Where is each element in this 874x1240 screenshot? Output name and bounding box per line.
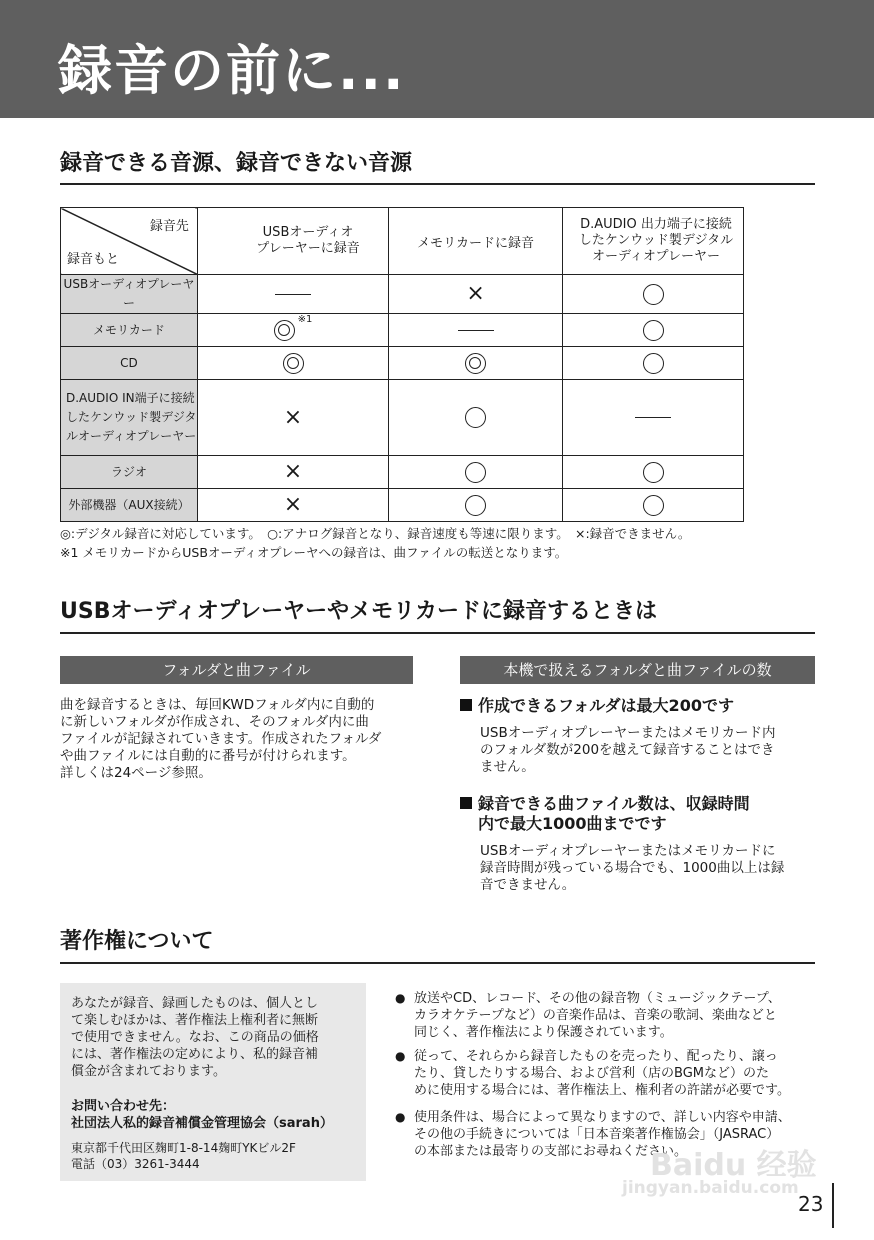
bar-folder-files: フォルダと曲ファイル (60, 656, 413, 684)
table-cell (197, 314, 388, 347)
circle-icon (465, 495, 486, 516)
dash-icon (458, 330, 494, 331)
table-cell (389, 314, 563, 347)
row-label: ラジオ (61, 456, 198, 489)
circle-icon (643, 495, 664, 516)
section-title-copyright: 著作権について (60, 929, 214, 954)
bullet-item: ● 使用条件は、場合によって異なりますので、詳しい内容や申請、 その他の手続きについては「日本音楽著作権協会」（JASRAC） の本部または最寄りの支部にお尋ねください。 (395, 1110, 791, 1159)
bullet-dot-icon: ● (395, 1049, 406, 1063)
dash-icon (635, 417, 671, 418)
table-corner (61, 208, 198, 275)
page-number-rule (832, 1183, 834, 1228)
page-number: 23 (798, 1192, 824, 1216)
bullet-dot-icon: ● (395, 991, 406, 1005)
folder-files-text: 曲を録音するときは、毎回KWDフォルダ内に自動的 に新しいフォルダが作成され、そのフォルダ内に曲 ファイルが記録されていきます。作成されたフォルダ や曲ファイルには自動的に番号が付けられます。 詳しくは24ページ参照。 (60, 697, 382, 781)
folder-limit-heading: 作成できるフォルダは最大200です (460, 696, 734, 716)
circle-icon (465, 462, 486, 483)
table-row (61, 314, 744, 347)
table-cell (563, 314, 744, 347)
square-bullet-icon (460, 699, 472, 711)
table-row (61, 275, 744, 314)
table-cell (563, 489, 744, 522)
table-cell (563, 275, 744, 314)
table-cell (389, 489, 563, 522)
row-label: USBオーディオプレーヤー (61, 275, 198, 314)
cross-icon: × (283, 459, 303, 484)
bullet-item: ● 放送やCD、レコード、その他の録音物（ミュージックテープ、 カラオケテープなど）の音楽作品は、音楽の歌詞、楽曲などと 同じく、著作権法により保護されています。 (395, 991, 781, 1040)
recording-table (60, 207, 744, 522)
double-circle-icon (283, 353, 304, 374)
contact-heading: お問い合わせ先： 社団法人私的録音補償金管理協会（sarah） (71, 1099, 333, 1131)
table-body (61, 275, 744, 522)
table-cell (197, 456, 388, 489)
page-title: 録音の前に... (58, 39, 406, 102)
table-cell (563, 456, 744, 489)
table-cell (389, 275, 563, 314)
bullet-item: ● 従って、それらから録音したものを売ったり、配ったり、譲っ たり、貸したりする場合、および営利（店のBGMなど）のた めに使用する場合には、著作権法上、権利者の許諾が必要です。 (395, 1049, 790, 1098)
table-cell (197, 380, 388, 456)
table-footnote: ※1 メモリカードからUSBオーディオプレーヤへの録音は、曲ファイルの転送となります。 (60, 545, 568, 560)
watermark-logo: Baidu 经验 (650, 1148, 817, 1183)
section-rule (60, 632, 815, 634)
circle-icon (643, 353, 664, 374)
table-cell (389, 380, 563, 456)
double-circle-icon (465, 353, 486, 374)
table-cell (197, 347, 388, 380)
table-row (61, 456, 744, 489)
footnote-mark: ※1 (297, 313, 313, 325)
circle-icon (643, 284, 664, 305)
folder-limit-text: USBオーディオプレーヤーまたはメモリカード内 のフォルダ数が200を越えて録音することはでき ません。 (480, 725, 776, 775)
row-label: CD (61, 347, 198, 380)
table-cell (563, 347, 744, 380)
copyright-box (60, 983, 366, 1181)
circle-icon (643, 462, 664, 483)
col-header-usb: USBオーディオ プレーヤーに録音 (197, 208, 388, 275)
circle-icon (643, 320, 664, 341)
file-limit-heading: 録音できる曲ファイル数は、収録時間 内で最大1000曲までです (460, 794, 750, 834)
cross-icon: × (283, 404, 303, 430)
row-label: D.AUDIO IN端子に接続 したケンウッド製デジタ ルオーディオプレーヤー (61, 380, 198, 456)
table-row (61, 489, 744, 522)
table-cell (563, 380, 744, 456)
table-row (61, 380, 744, 456)
header-bar (0, 0, 874, 118)
table-legend: ◎:デジタル録音に対応しています。 ○:アナログ録音となり、録音速度も等速に限ります。 ×:録音できません。 (60, 526, 691, 541)
corner-source: 録音もと (67, 252, 120, 267)
col-header-daudio: D.AUDIO 出力端子に接続 したケンウッド製デジタル オーディオプレーヤー (563, 208, 744, 275)
table-cell (197, 489, 388, 522)
section-rule (60, 183, 815, 185)
bullet-dot-icon: ● (395, 1110, 406, 1124)
section-rule (60, 962, 815, 964)
dash-icon (275, 294, 311, 295)
copyright-box-text: あなたが録音、録画したものは、個人とし て楽しむほかは、著作権法上権利者に無断 で使用できません。なお、この商品の価格 には、著作権法の定めにより、私的録音補 償金が含まれております。 (71, 996, 319, 1079)
cross-icon: × (466, 281, 485, 306)
section-title-usb-recording: USBオーディオプレーヤーやメモリカードに録音するときは (60, 599, 657, 624)
col-header-memory: メモリカードに録音 (389, 208, 563, 275)
row-label: メモリカード (61, 314, 198, 347)
bar-folder-limits: 本機で扱えるフォルダと曲ファイルの数 (460, 656, 815, 684)
table-cell (389, 347, 563, 380)
corner-destination: 録音先 (149, 219, 189, 234)
table-row (61, 347, 744, 380)
watermark-url: jingyan.baidu.com (622, 1178, 799, 1198)
section-title-sources: 録音できる音源、録音できない音源 (60, 151, 413, 176)
row-label: 外部機器（AUX接続） (61, 489, 198, 522)
cross-icon: × (283, 492, 303, 517)
contact-address: 東京都千代田区麹町1-8-14麹町YKビル2F 電話（03）3261-3444 (71, 1141, 296, 1171)
table-cell (389, 456, 563, 489)
file-limit-text: USBオーディオプレーヤーまたはメモリカードに 録音時間が残っている場合でも、1000曲以上は録 音できません。 (480, 843, 785, 893)
double-circle-icon (274, 320, 295, 341)
table-cell (197, 275, 388, 314)
square-bullet-icon (460, 797, 472, 809)
circle-icon (465, 407, 486, 428)
